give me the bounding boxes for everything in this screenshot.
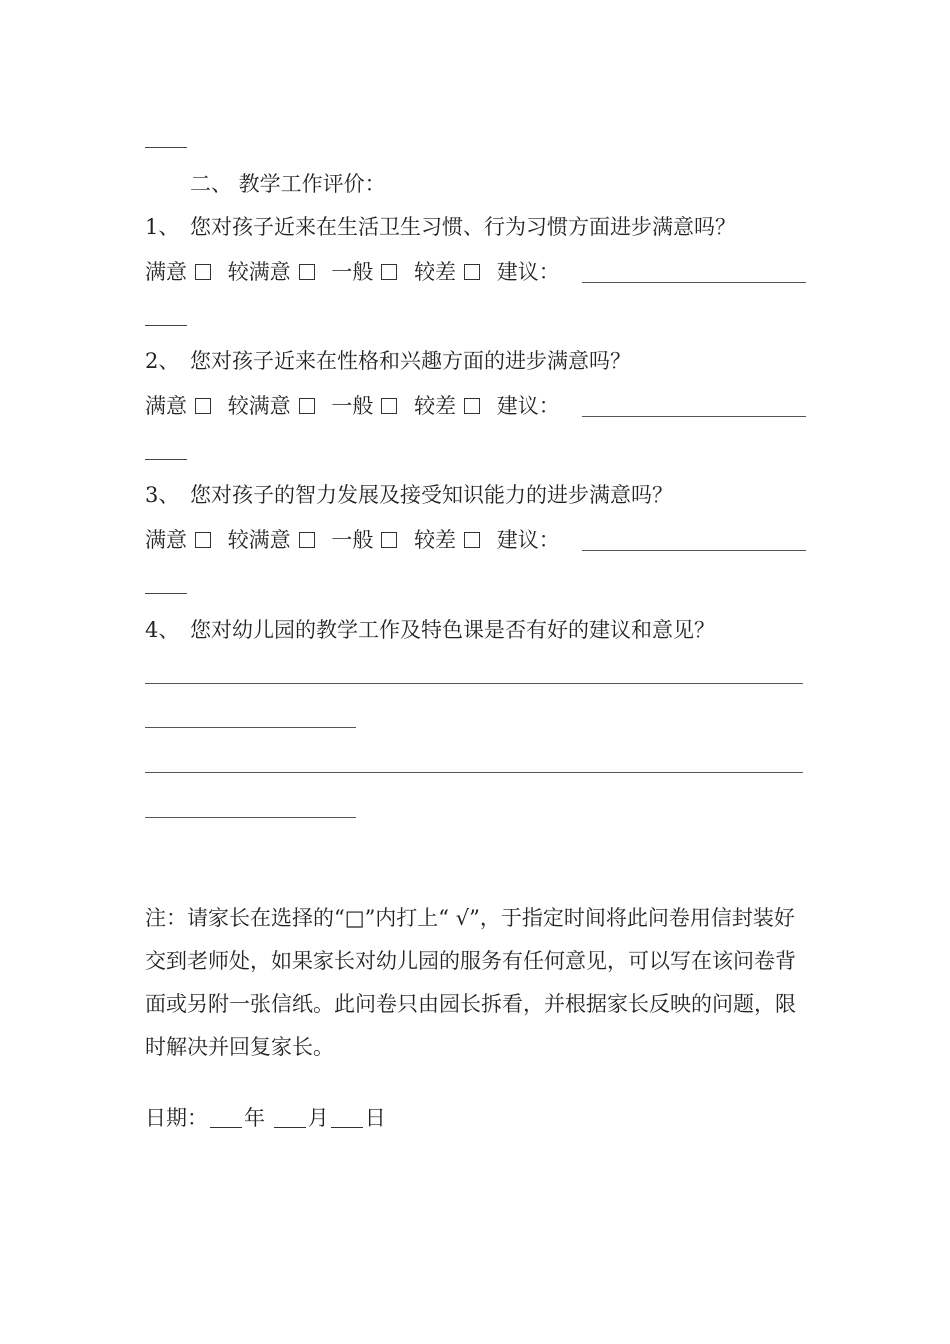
- answer-line[interactable]: [145, 683, 803, 684]
- year-label: 年: [244, 1106, 265, 1130]
- checkbox[interactable]: [381, 264, 397, 280]
- question-2: [145, 347, 631, 375]
- options-row-1: [145, 258, 560, 286]
- suggestion-field-continuation[interactable]: [145, 325, 187, 326]
- options-row-2: [145, 392, 560, 420]
- question-number: 2、: [145, 349, 180, 373]
- month-label: 月: [307, 1106, 329, 1130]
- question-text: 您对孩子的智力发展及接受知识能力的进步满意吗？: [190, 483, 673, 507]
- question-3: [145, 481, 673, 509]
- answer-line[interactable]: [145, 817, 356, 818]
- day-field[interactable]: [331, 1107, 363, 1128]
- question-text: 您对孩子近来在生活卫生习惯、行为习惯方面进步满意吗？: [190, 215, 736, 239]
- question-4: [145, 616, 715, 644]
- question-text: 您对幼儿园的教学工作及特色课是否有好的建议和意见？: [190, 618, 715, 642]
- checkbox[interactable]: [299, 398, 315, 414]
- checkbox[interactable]: [299, 264, 315, 280]
- options-row-3: [145, 526, 560, 554]
- option-label: 一般: [331, 394, 374, 418]
- option-label: 满意: [145, 394, 187, 418]
- option-label: 较差: [414, 394, 457, 418]
- continuation-underline: [145, 147, 187, 148]
- option-label: 较差: [414, 528, 457, 552]
- checkbox[interactable]: [464, 398, 480, 414]
- note-paragraph: 注：请家长在选择的“□”内打上“ √”，于指定时间将此问卷用信封装好交到老师处，如果家长对幼儿园的服务有任何意见，可以写在该问卷背面或另附一张信纸。此问卷只由园长拆看，并根据家长反映的问题，限时解决并回复家长。: [145, 906, 796, 1059]
- question-number: 1、: [145, 215, 180, 239]
- checkbox[interactable]: [195, 264, 211, 280]
- year-field[interactable]: [210, 1107, 242, 1128]
- suggestion-field[interactable]: [582, 282, 806, 283]
- checkbox[interactable]: [299, 532, 315, 548]
- option-label: 满意: [145, 260, 187, 284]
- section-heading: [190, 170, 386, 198]
- checkbox[interactable]: [464, 264, 480, 280]
- question-number: 3、: [145, 483, 180, 507]
- suggestion-label: 建议：: [496, 260, 560, 284]
- suggestion-label: 建议：: [496, 528, 560, 552]
- suggestion-field-continuation[interactable]: [145, 459, 187, 460]
- checkbox[interactable]: [195, 398, 211, 414]
- checkbox[interactable]: [195, 532, 211, 548]
- option-label: 较满意: [227, 394, 291, 418]
- checkbox[interactable]: [464, 532, 480, 548]
- answer-line[interactable]: [145, 727, 356, 728]
- month-field[interactable]: [274, 1107, 306, 1128]
- checkbox[interactable]: [381, 532, 397, 548]
- option-label: 较满意: [227, 528, 291, 552]
- answer-line[interactable]: [145, 772, 803, 773]
- question-number: 4、: [145, 618, 180, 642]
- checkbox[interactable]: [381, 398, 397, 414]
- question-text: 您对孩子近来在性格和兴趣方面的进步满意吗？: [190, 349, 631, 373]
- option-label: 较满意: [227, 260, 291, 284]
- suggestion-field-continuation[interactable]: [145, 593, 187, 594]
- question-1: [145, 213, 736, 241]
- section-heading-text: 二、 教学工作评价：: [190, 172, 386, 196]
- option-label: 一般: [331, 260, 374, 284]
- suggestion-field[interactable]: [582, 416, 806, 417]
- date-row: [145, 1104, 386, 1132]
- day-label: 日: [364, 1106, 386, 1130]
- suggestion-field[interactable]: [582, 550, 806, 551]
- option-label: 较差: [414, 260, 457, 284]
- option-label: 一般: [331, 528, 374, 552]
- option-label: 满意: [145, 528, 187, 552]
- date-label: 日期：: [145, 1106, 208, 1130]
- suggestion-label: 建议：: [496, 394, 560, 418]
